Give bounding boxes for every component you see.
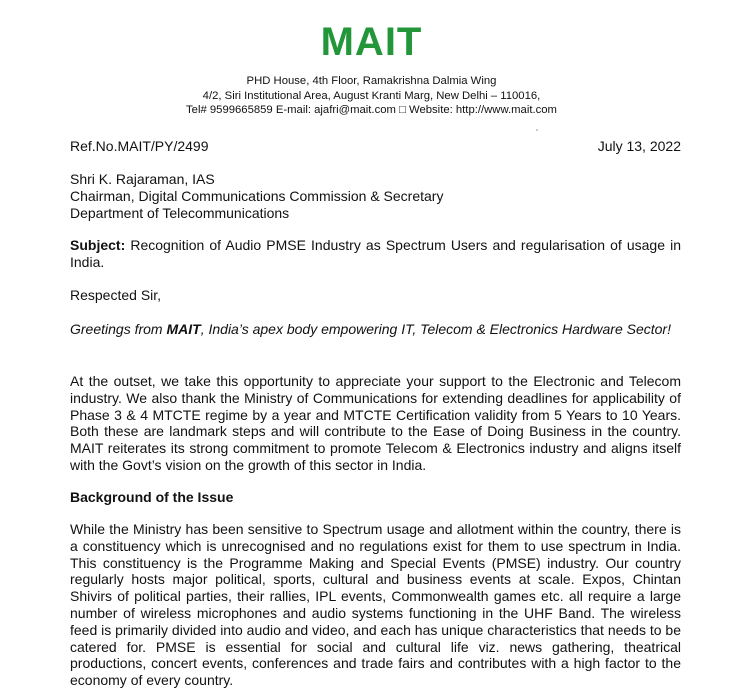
greeting-org: MAIT [166, 321, 201, 337]
recipient-name: Shri K. Rajaraman, IAS [70, 171, 215, 187]
greeting-suffix: , India’s apex body empowering IT, Telecom & Electronics Hardware Sector! [200, 321, 671, 337]
opening-paragraph: At the outset, we take this opportunity to appreciate your support to the Electronic and Telecom industry. We also thank the Ministry of Communications for extending deadlines for applicability of Phase 3 & 4 MTCTE regime by a year and MTCTE Certification validity from 5 Years to 10 Years. Both these are landmark steps and will contribute to the Ease of Doing Business in the country. MAIT reiterates its strong commitment to promote Telecom & Electronics industry and aligns itself with the Govt’s vision on the growth of this sector in India. [70, 373, 681, 473]
address-line-2: 4/2, Siri Institutional Area, August Kranti Marg, New Delhi – 110016, [202, 90, 541, 102]
contact-line: Tel# 9599665859 E-mail: ajafri@mait.com □ Website: http://www.mait.com [186, 104, 557, 116]
scan-speck [536, 129, 538, 131]
letter-date: July 13, 2022 [597, 138, 681, 154]
address-line-1: PHD House, 4th Floor, Ramakrishna Dalmia Wing [246, 75, 497, 87]
section-heading: Background of the Issue [70, 489, 234, 505]
recipient-title: Chairman, Digital Communications Commission & Secretary [70, 188, 444, 204]
background-paragraph: While the Ministry has been sensitive to Spectrum usage and allotment within the country, there is a constituency which is unrecognised and no regulations exist for them to use spectrum in India. This constituency is the Programme Making and Special Events (PMSE) industry. Our country regularly hosts major political, sports, cultural and business events at scale. Expos, Chintan Shivirs of political parties, their rallies, IPL events, Commonwealth games etc. all require a large number of wireless microphones and audio systems functioning in the UHF Band. The wireless feed is primarily divided into audio and video, and each has unique characteristics that needs to be catered for. PMSE is essential for social and cultural life viz. news gathering, theatrical productions, concert events, conferences and trade fairs and contributes with a high factor to the economy of every country. [70, 521, 681, 689]
greeting-paragraph [70, 321, 681, 338]
recipient-block [70, 171, 443, 222]
subject-label: Subject: [70, 237, 126, 253]
reference-number: Ref.No.MAIT/PY/2499 [70, 138, 209, 154]
salutation: Respected Sir, [70, 287, 162, 303]
greeting-prefix: Greetings from [70, 321, 167, 337]
mait-logo: MAIT [320, 20, 423, 64]
subject-text: Recognition of Audio PMSE Industry as Spectrum Users and regularisation of usage in India. [70, 237, 681, 270]
subject-line [70, 237, 681, 271]
recipient-department: Department of Telecommunications [70, 205, 290, 221]
